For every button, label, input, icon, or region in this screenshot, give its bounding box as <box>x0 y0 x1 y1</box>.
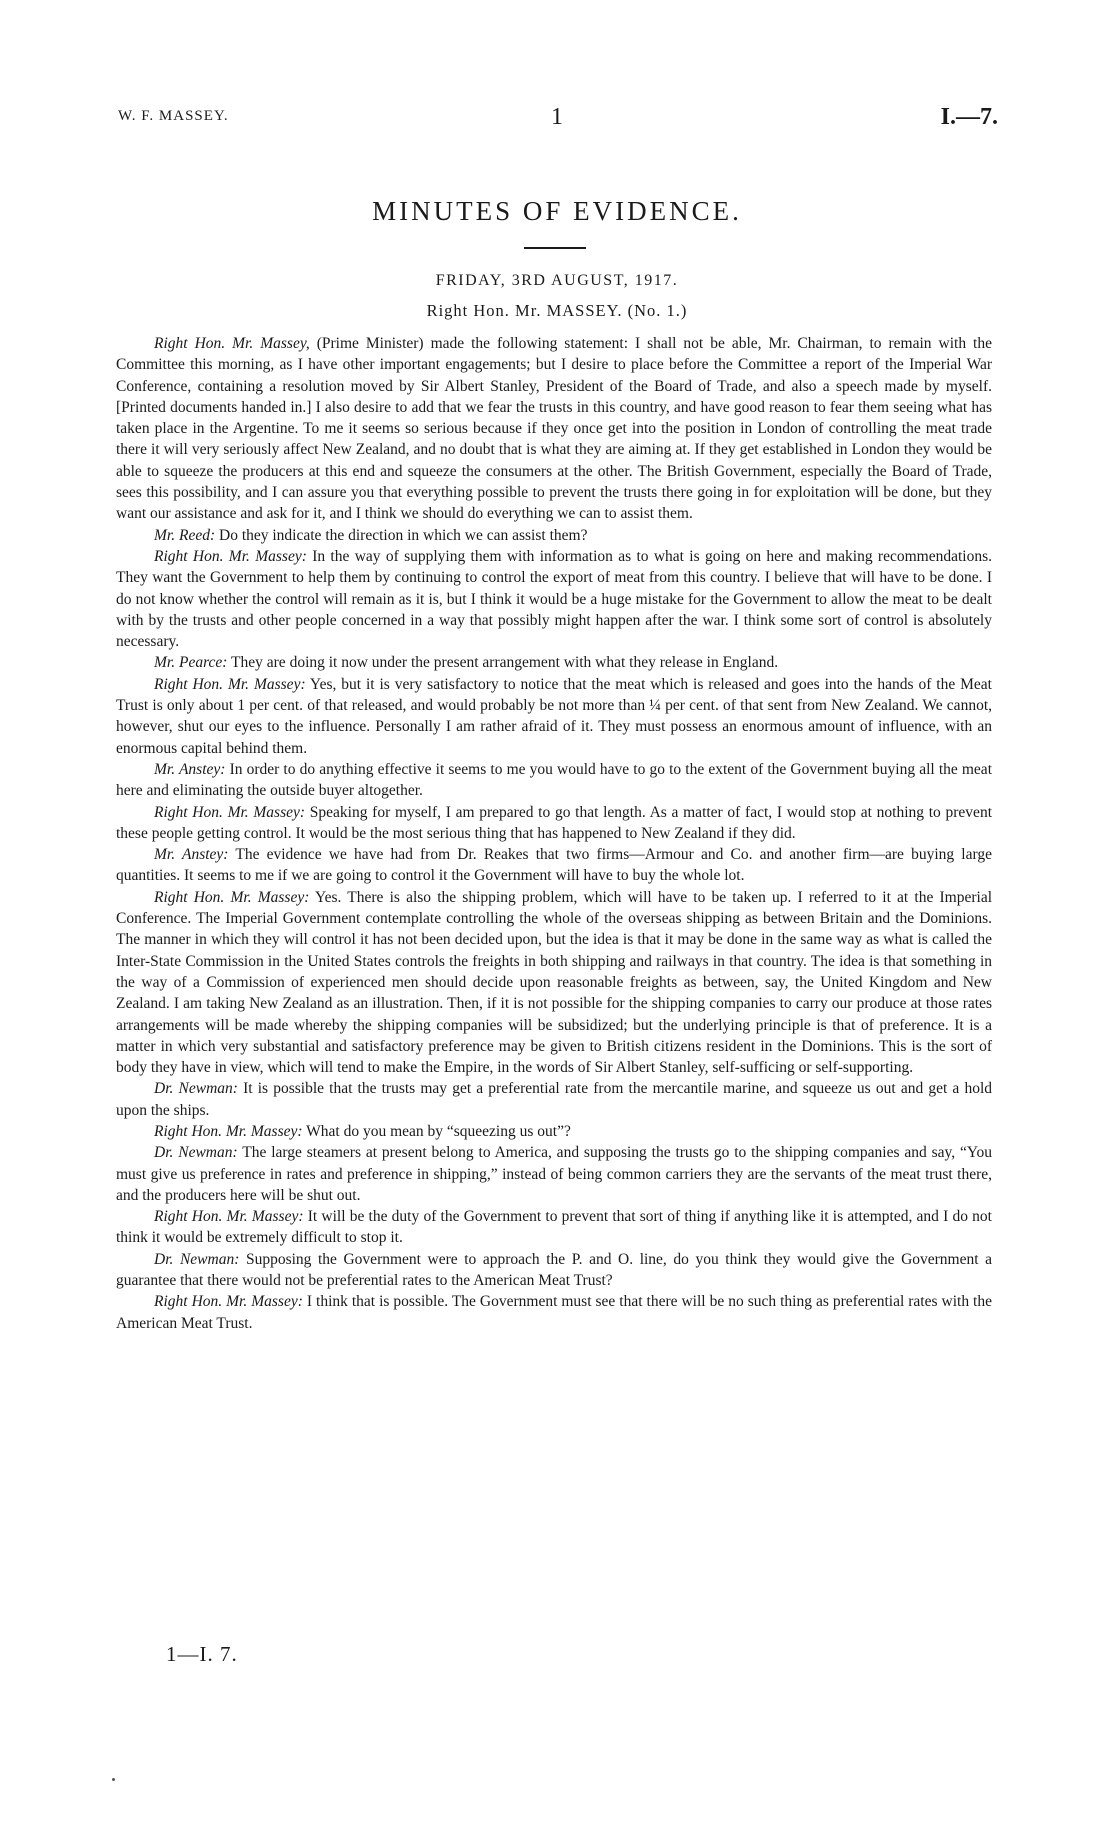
paragraph <box>116 525 992 546</box>
paragraph <box>116 546 992 652</box>
paragraph-text: It is possible that the trusts may get a preferential rate from the mercantile marine, and squeeze us out and get a hold upon the ships. <box>116 1080 993 1119</box>
dateline: FRIDAY, 3RD AUGUST, 1917. <box>435 272 679 289</box>
paragraph-text: The evidence we have had from Dr. Reakes that two firms—Armour and Co. and another firm—are buying large quantities. It seems to me if we are going to control it the Government will have to buy the whole lot. <box>116 846 992 885</box>
paragraph <box>116 759 992 802</box>
evidence-body <box>116 333 992 1334</box>
speaker: Mr. Anstey: <box>154 846 229 864</box>
paragraph <box>116 1121 992 1142</box>
speaker: Right Hon. Mr. Massey: <box>154 803 306 821</box>
paragraph <box>116 1291 992 1334</box>
paragraph-text: The large steamers at present belong to America, and supposing the trusts go to the shipping companies and say, “You must give us preference in rates and preference in shipping,” instead of being common carriers they are the servants of the meat trust there, and the producers here will be shut out. <box>116 1144 992 1204</box>
speaker: Mr. Pearce: <box>154 654 228 672</box>
paper-number: I.—7. <box>940 104 998 130</box>
speaker: Right Hon. Mr. Massey: <box>154 1293 303 1311</box>
speaker: Mr. Reed: <box>154 526 216 544</box>
paragraph <box>116 844 992 887</box>
paragraph <box>116 1206 992 1249</box>
paragraph-text: Yes. There is also the shipping problem, which will have to be taken up. I referred to it at the Imperial Conference. The Imperial Government contemplate controlling the whole of the overseas shipping as between Britain and the Dominions. The manner in which they will control it has not been decided upon, but the idea is that it may be done in the same way as what is called the Inter-State Commission in the United States controls the freights in both shipping and railways in that country. The idea is that something in the way of a Commission of experienced men should decide upon reasonable freights as between, say, the United Kingdom and New Zealand. I am taking New Zealand as an illustration. Then, if it is not possible for the shipping companies to carry our produce at those rates arrangements will be made whereby the shipping companies will be subsidized; but the underlying principle is that of preference. It is a matter in which very substantial and satisfactory preference may be given to British citizens resident in the Dominions. This is the sort of body they have in view, which will tend to make the Empire, in the words of Sir Albert Stanley, self-sufficing or self-supporting. <box>116 888 993 1077</box>
signature-mark: 1—I. 7. <box>166 1642 238 1666</box>
speaker: Right Hon. Mr. Massey, <box>154 335 310 352</box>
paragraph-text: Supposing the Government were to approach the P. and O. line, do you think they would give the Government a guarantee that there would not be preferential rates to the American Meat Trust? <box>116 1250 992 1290</box>
speaker: Dr. Newman: <box>154 1080 238 1098</box>
paragraph-text: What do you mean by “squeezing us out”? <box>302 1122 571 1140</box>
paragraph <box>116 333 992 525</box>
running-head <box>116 104 998 134</box>
paragraph <box>116 674 992 759</box>
paragraph-text: They are doing it now under the present arrangement with what they release in England. <box>227 654 779 672</box>
paragraph-text: (Prime Minister) made the following statement: I shall not be able, Mr. Chairman, to remain with the Committee this morning, as I have other important engagements; but I desire to place before the Committee a report of the Imperial War Conference, containing a resolution moved by Sir Albert Stanley, President of the Board of Trade, and also a speech made by myself. [Printed documents handed in.] I also desire to add that we fear the trusts in this country, and have good reason to fear them seeing what has taken place in the Argentine. To me it seems so serious because if they once get into the position in London of controlling the meat trade there it will very seriously affect New Zealand, and no doubt that is what they are aiming at. If they get established in London they would be able to squeeze the producers at this end and squeeze the consumers at the other. The British Government, especially the Board of Trade, sees this possibility, and I can assure you that everything possible to prevent the trusts there going in for exploitation will be done, but they want our assistance and ask for it, and I think we should do everything we can to assist them. <box>116 335 992 523</box>
speaker: Dr. Newman: <box>154 1250 240 1268</box>
paragraph-text: In the way of supplying them with information as to what is going on here and making recommendations. They want the Government to help them by continuing to control the export of meat from this country. I believe that will have to be done. I do not know whether the control will remain as it is, but I think it would be a huge mistake for the Government to allow the meat to be dealt with by the trusts and other people concerned in a way that possibly might happen after the war. I think some sort of control is absolutely necessary. <box>116 547 992 651</box>
paragraph-text: Speaking for myself, I am prepared to go that length. As a matter of fact, I would stop at nothing to prevent these people getting control. It would be the most serious thing that has happened to New Zealand if they did. <box>116 803 992 842</box>
paragraph-text: It will be the duty of the Government to prevent that sort of thing if anything like it is attempted, and I do not think it would be extremely difficult to stop it. <box>116 1208 992 1247</box>
paragraph <box>116 887 992 1079</box>
paragraph <box>116 652 992 673</box>
speaker: Dr. Newman: <box>154 1144 238 1162</box>
paragraph-text: I think that is possible. The Government must see that there will be no such thing as preferential rates with the American Meat Trust. <box>116 1293 992 1332</box>
speaker: Right Hon. Mr. Massey: <box>154 888 310 906</box>
paragraph <box>116 802 992 845</box>
page-title: MINUTES OF EVIDENCE. <box>372 196 742 226</box>
speaker: Right Hon. Mr. Massey: <box>154 1208 304 1226</box>
speaker: Mr. Anstey: <box>154 760 226 778</box>
paragraph <box>116 1142 992 1206</box>
running-head-author: W. F. MASSEY. <box>118 108 229 124</box>
scan-speck <box>112 1778 115 1781</box>
paragraph-text: Yes, but it is very satisfactory to notice that the meat which is released and goes into the hands of the Meat Trust is only about 1 per cent. of that released, and would probably be not more than ¼ per cent. of that sent from New Zealand. We cannot, however, shut our eyes to the influence. Personally I am rather afraid of it. They must possess an enormous amount of influence, with an enormous capital behind them. <box>116 675 992 757</box>
speaker: Right Hon. Mr. Massey: <box>154 675 306 693</box>
paragraph-text: Do they indicate the direction in which we can assist them? <box>215 526 588 544</box>
speaker: Right Hon. Mr. Massey: <box>154 547 307 565</box>
witness-heading: Right Hon. Mr. MASSEY. (No. 1.) <box>426 301 688 320</box>
title-rule <box>524 247 586 249</box>
paragraph <box>116 1249 992 1292</box>
speaker: Right Hon. Mr. Massey: <box>154 1122 303 1140</box>
paragraph <box>116 1078 992 1121</box>
paragraph-text: In order to do anything effective it seems to me you would have to go to the extent of the Government buying all the meat here and eliminating the outside buyer altogether. <box>116 760 992 800</box>
page-number: 1 <box>551 104 563 130</box>
